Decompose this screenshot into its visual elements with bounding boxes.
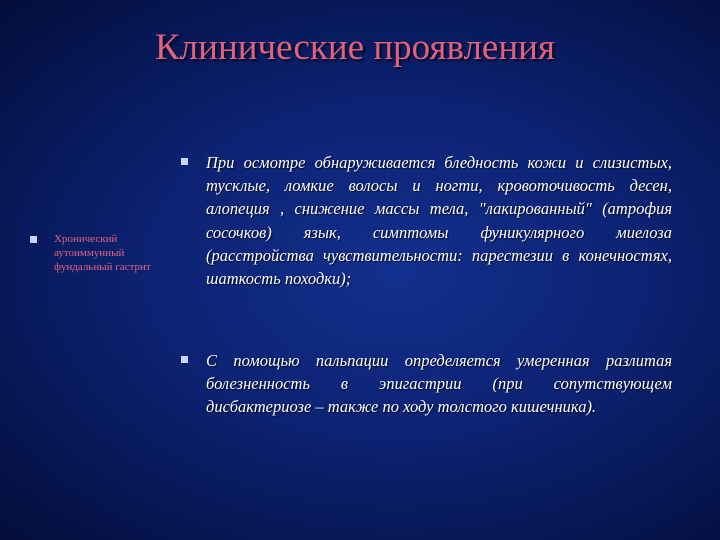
square-bullet-icon bbox=[30, 236, 37, 243]
left-label: Хронический аутоиммунный фундальный гастрит bbox=[54, 233, 151, 273]
square-bullet-icon bbox=[181, 158, 188, 165]
bullet-text: При осмотре обнаруживается бледность кожи и слизистых, тусклые, ломкие волосы и ногти, кровоточивость десен, алопеция , снижение массы тела, "лакированный" (атрофия сосочков) язык, симптомы фуникулярного миелоза (расстройства чувствительности: парестезии в конечностях, шаткость походки); bbox=[206, 153, 672, 289]
square-bullet-icon bbox=[181, 356, 188, 363]
slide-title: Клинические проявления bbox=[155, 27, 555, 68]
bullet-text: С помощью пальпации определяется умеренная разлитая болезненность в эпигастрии (при сопутствующем дисбактериозе – также по ходу толстого кишечника). bbox=[206, 351, 672, 417]
